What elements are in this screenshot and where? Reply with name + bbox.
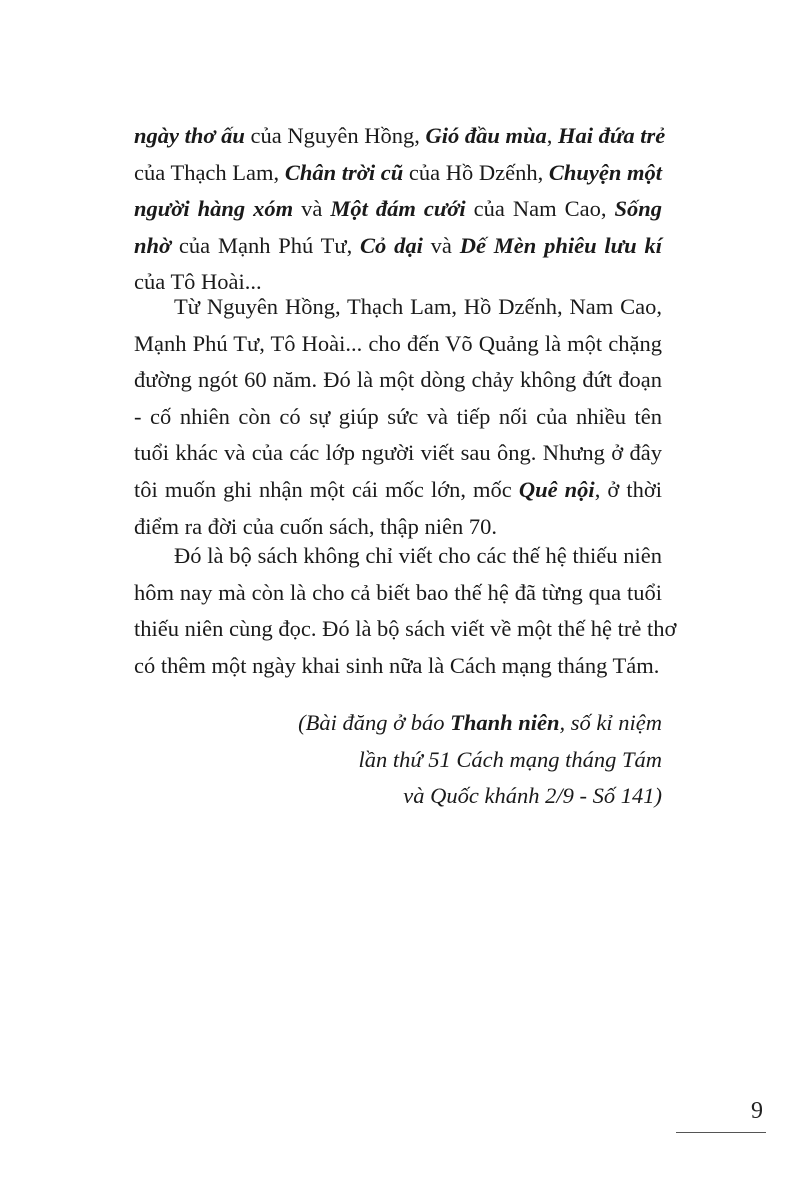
text-run: (Bài đăng ở báo	[298, 710, 451, 735]
title-mot-dam-cuoi: Một đám cưới	[330, 196, 466, 222]
title-nho: nhờ	[134, 232, 172, 258]
credit-line-3: và Quốc khánh 2/9 - Số 141)	[403, 783, 662, 809]
paragraph-3-line-2: hôm nay mà còn là cho cả biết bao thế hệ đã từng qua tuổi	[134, 579, 662, 605]
paragraph-1-line-4	[134, 228, 662, 265]
paragraph-1-line-2	[134, 155, 662, 192]
paragraph-1-line-5: của Tô Hoài...	[134, 269, 262, 295]
source-credit	[250, 705, 662, 815]
paragraph-2-line-7: điểm ra đời của cuốn sách, thập niên 70.	[134, 513, 498, 539]
title-song: Sống	[614, 196, 662, 222]
text-run: tôi muốn ghi nhận một cái mốc lớn, mốc	[134, 476, 519, 502]
text-run: của Hồ Dzếnh,	[403, 159, 549, 185]
paragraph-1-line-3	[134, 191, 662, 228]
title-chan-troi-cu: Chân trời cũ	[284, 159, 404, 185]
paragraph-3	[134, 538, 677, 684]
paragraph-2-line-2: Mạnh Phú Tư, Tô Hoài... cho đến Võ Quảng là một chặng	[134, 330, 662, 356]
paragraph-2	[134, 289, 662, 545]
text-run: và	[422, 232, 460, 258]
text-run: của Nam Cao,	[465, 196, 615, 222]
text-run: của Mạnh Phú Tư,	[171, 232, 361, 258]
paragraph-2-line-5: tuổi khác và của các lớp người viết sau ông. Nhưng ở đây	[134, 440, 662, 466]
title-co-dai: Cỏ dại	[360, 232, 423, 258]
title-hai-dua-tre: Hai đứa trẻ	[557, 123, 666, 148]
newspaper-name: Thanh niên	[450, 710, 560, 735]
title-chuyen-mot: Chuyện một	[548, 159, 663, 185]
paragraph-2-line-3: đường ngót 60 năm. Đó là một dòng chảy không đứt đoạn	[134, 367, 662, 393]
footer-rule	[676, 1132, 766, 1133]
credit-line-1	[250, 705, 662, 742]
paragraph-2-line-4: - cố nhiên còn có sự giúp sức và tiếp nối của nhiều tên	[134, 403, 662, 429]
paragraph-2-line-1: Từ Nguyên Hồng, Thạch Lam, Hồ Dzếnh, Nam Cao,	[174, 294, 662, 319]
text-run: , ở thời	[594, 476, 662, 502]
title-gio-dau-mua: Gió đầu mùa	[425, 123, 547, 148]
text-run: ,	[546, 123, 558, 148]
paragraph-1-line-1	[134, 118, 666, 155]
title-que-noi: Quê nội	[518, 476, 595, 502]
title-de-men: Dế Mèn phiêu lưu kí	[459, 232, 662, 258]
paragraph-3-line-3: thiếu niên cùng đọc. Đó là bộ sách viết về một thế hệ trẻ thơ	[134, 616, 677, 642]
title-ngay-tho-au: ngày thơ ấu	[134, 123, 245, 148]
text-run: , số kỉ niệm	[559, 710, 662, 735]
credit-line-2: lần thứ 51 Cách mạng tháng Tám	[358, 746, 662, 772]
text-run: và	[293, 196, 331, 222]
text-run: của Thạch Lam,	[134, 159, 285, 185]
paragraph-3-line-4: có thêm một ngày khai sinh nữa là Cách mạng tháng Tám.	[134, 652, 660, 678]
title-nguoi-hang-xom: người hàng xóm	[134, 196, 294, 222]
paragraph-1	[134, 118, 666, 301]
paragraph-2-line-6	[134, 472, 662, 509]
page-number: 9	[751, 1098, 763, 1124]
paragraph-3-line-1: Đó là bộ sách không chỉ viết cho các thế hệ thiếu niên	[174, 543, 662, 568]
text-run: của Nguyên Hồng,	[244, 123, 426, 148]
